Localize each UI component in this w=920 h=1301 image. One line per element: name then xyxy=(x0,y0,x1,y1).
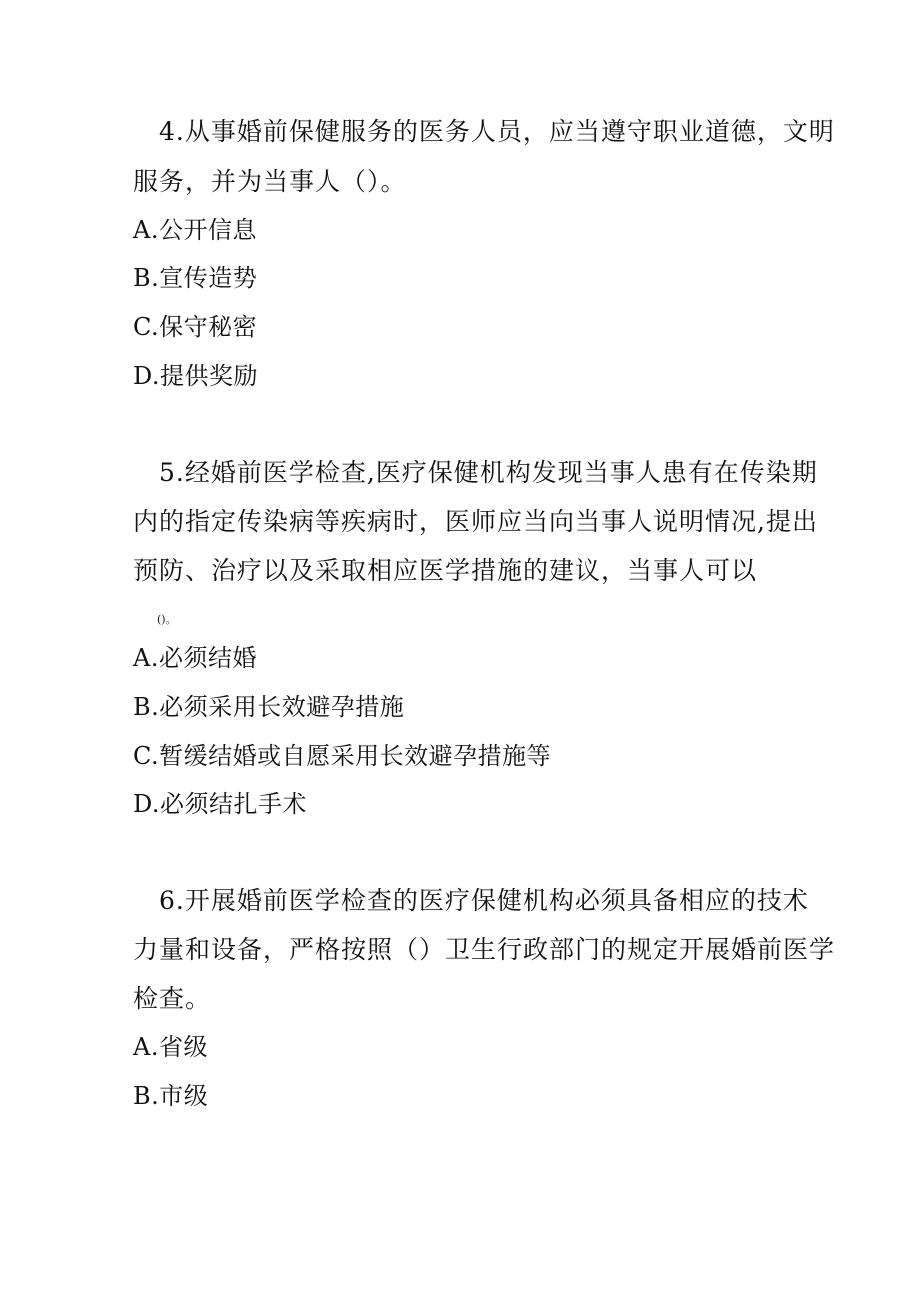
question-6-line-3: 检查。 xyxy=(133,984,212,1013)
question-4-line-1: 4.从事婚前保健服务的医务人员，应当遵守职业道德，文明 xyxy=(159,117,835,146)
question-6-line-1: 6.开展婚前医学检查的医疗保健机构必须具备相应的技术 xyxy=(159,886,809,915)
question-6-option-b: B.市级 xyxy=(133,1082,209,1110)
question-4-line-2: 服务，并为当事人（）。 xyxy=(133,167,407,196)
question-4-option-d: D.提供奖励 xyxy=(133,362,259,390)
question-5-line-2: 内的指定传染病等疾病时，医师应当向当事人说明情况,提出 xyxy=(133,507,818,536)
question-4-option-c: C.保守秘密 xyxy=(133,313,258,341)
question-5-option-b: B.必须采用长效避孕措施 xyxy=(133,693,405,721)
question-6-line-2: 力量和设备，严格按照（）卫生行政部门的规定开展婚前医学 xyxy=(133,935,836,964)
question-5-option-d: D.必须结扎手术 xyxy=(133,790,308,818)
question-6-option-a: A.省级 xyxy=(133,1033,208,1061)
question-5-blank-marker: ()。 xyxy=(157,613,177,626)
question-5-option-a: A.必须结婚 xyxy=(133,644,257,672)
question-5-line-3: 预防、治疗以及采取相应医学措施的建议，当事人可以 xyxy=(133,556,758,585)
question-4-option-a: A.公开信息 xyxy=(133,216,257,244)
question-5-line-1: 5.经婚前医学检查,医疗保健机构发现当事人患有在传染期 xyxy=(159,458,818,487)
question-5-option-c: C.暂缓结婚或自愿采用长效避孕措施等 xyxy=(133,742,552,770)
question-4-option-b: B.宣传造势 xyxy=(133,264,258,292)
